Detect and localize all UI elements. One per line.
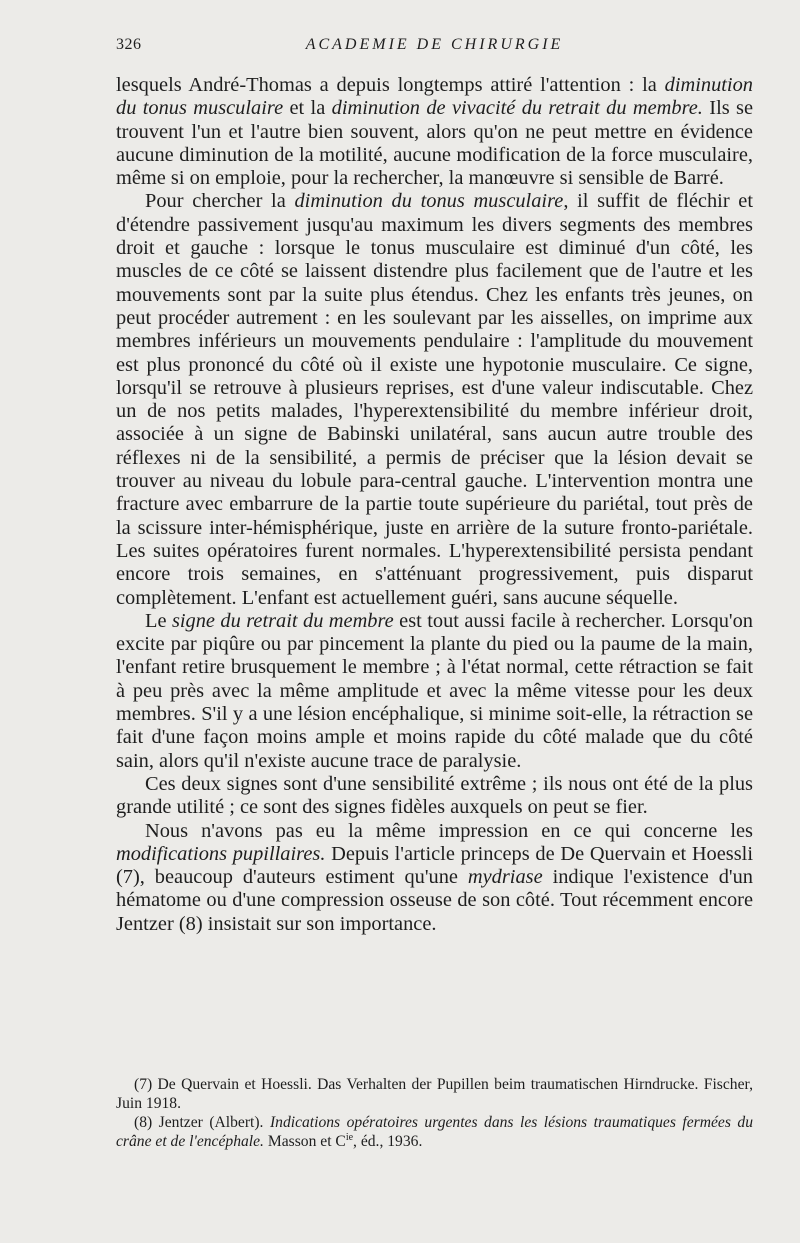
paragraph-1: lesquels André-Thomas a depuis longtemps attiré l'attention : la diminution du tonus musculaire et la diminution de vivacité du retrait du membre. Ils se trouvent l'un et l'autre bien souvent, alors qu'on ne peut mettre en évidence aucune diminution de la motilité, aucune modification de la force musculaire, même si on emploie, pour la rechercher, la manœuvre si sensible de Barré. [116, 74, 754, 190]
running-title: ACADEMIE DE CHIRURGIE [305, 36, 564, 53]
running-header [116, 36, 753, 58]
italic-term: diminution de vivacité du retrait du membre. [331, 97, 703, 120]
italic-title: Indications opératoires urgentes dans les lésions traumatiques fermées du crâne et de l'encéphale. [116, 1114, 753, 1150]
paragraph-5: Nous n'avons pas eu la même impression en ce qui concerne les modifications pupillaires. Depuis l'article princeps de De Quervain et Hoessli (7), beaucoup d'auteurs estiment qu'une mydriase indique l'existence d'un hématome ou d'une compression osseuse de son côté. Tout récemment encore Jentzer (8) insistait sur son importance. [116, 819, 753, 935]
footnote-7: (7) De Quervain et Hoessli. Das Verhalten der Pupillen beim traumatischen Hirndrucke. Fischer, Juin 1918. [116, 1076, 753, 1112]
body-text [116, 74, 753, 936]
italic-term: mydriase [467, 866, 543, 889]
paragraph-3: Le signe du retrait du membre est tout aussi facile à rechercher. Lorsqu'on excite par piqûre ou par pincement la plante du pied ou la paume de la main, l'enfant retire brusquement le membre ; à l'état normal, cette rétraction se fait à peu près avec la même amplitude et avec la même vitesse pour les deux membres. S'il y a une lésion encéphalique, si minime soit-elle, la rétraction se fait d'une façon moins ample et moins rapide du côté malade que du côté sain, alors qu'il n'existe aucune trace de paralysie. [116, 609, 753, 772]
paragraph-2: Pour chercher la diminution du tonus musculaire, il suffit de fléchir et d'étendre passivement jusqu'au maximum les divers segments des membres droit et gauche : lorsque le tonus musculaire est diminué d'un côté, les muscles de ce côté se laissent distendre plus facilement que de l'autre et les mouvements sont par la suite plus étendus. Chez les enfants très jeunes, on peut procéder autrement : en les soulevant par les aisselles, on imprime aux membres inférieurs un mouvements pendulaire : l'amplitude du mouvement est plus prononcé du côté où il existe une hypotonie musculaire. Ce signe, lorsqu'il se retrouve à plusieurs reprises, est d'une valeur indiscutable. Chez un de nos petits malades, l'hyperextensibilité du membre inférieur droit, associée à un signe de Babinski unilatéral, sans aucun autre trouble des réflexes ni de la sensibilité, a permis de préciser que la lésion devait se trouver au niveau du lobule para-central gauche. L'intervention montra une fracture avec embarrure de la partie toute supérieure du pariétal, tout près de la scissure inter-hémisphérique, juste en arrière de la suture fronto-pariétale. Les suites opératoires furent normales. L'hyperextensibilité persista pendant encore trois semaines, en s'atténuant progressivement, puis disparut complètement. L'enfant est actuellement guéri, sans aucune séquelle. [116, 190, 754, 609]
italic-term: signe du retrait du membre [171, 609, 394, 632]
italic-term: diminution du tonus musculaire [294, 190, 564, 213]
paragraph-4: Ces deux signes sont d'une sensibilité extrême ; ils nous ont été de la plus grande utilité ; ce sont des signes fidèles auxquels on peut se fier. [116, 772, 753, 819]
superscript: ie [345, 1131, 354, 1143]
italic-term: diminution du tonus musculaire [116, 74, 753, 120]
italic-term: modifications pupillaires. [116, 842, 326, 865]
footnotes [116, 1075, 753, 1151]
page-number: 326 [116, 36, 142, 53]
footnote-8: (8) Jentzer (Albert). Indications opératoires urgentes dans les lésions traumatiques fermées du crâne et de l'encéphale. Masson et $C^{ie}$, éd., 1936. [116, 1114, 753, 1150]
